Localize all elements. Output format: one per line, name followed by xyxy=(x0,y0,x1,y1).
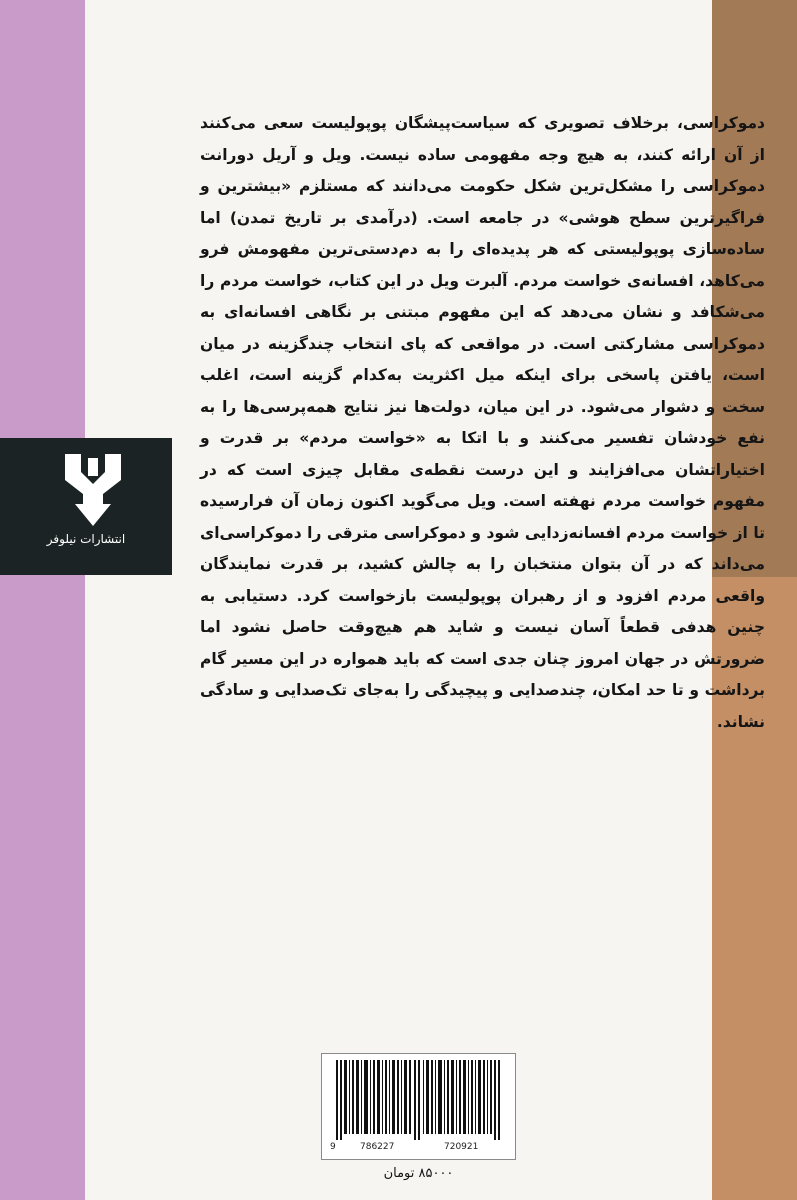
barcode-digits-mid: 786227 xyxy=(360,1142,395,1152)
barcode-bars xyxy=(328,1060,510,1140)
barcode-digits-right: 720921 xyxy=(444,1142,479,1152)
barcode-digit-left: 9 xyxy=(330,1142,336,1152)
left-color-strip xyxy=(0,0,85,1200)
isbn-barcode xyxy=(321,1053,516,1160)
nilufar-flower-logo-icon xyxy=(63,452,123,528)
book-price: ۸۵۰۰۰ تومان xyxy=(383,1166,454,1181)
publisher-name: انتشارات نیلوفر xyxy=(46,532,126,546)
back-cover-description: دموکراسی، برخلاف تصویری که سیاست‌پیشگان پوپولیست سعی می‌کنند از آن ارائه کنند، به هیچ وجه مفهومی ساده نیست. ویل و آریل دورانت دموکراسی را مشکل‌ترین شکل حکومت می‌دانند که مستلزم «بیشترین و فراگیرترین سطح هوشی» در جامعه است. (درآمدی بر تاریخ تمدن) اما ساده‌سازی پوپولیستی که هر پدیده‌ای را به دم‌دستی‌ترین مفهومش فرو می‌کاهد، افسانه‌ی خواست مردم. آلبرت ویل در این کتاب، خواست مردم را می‌شکافد و نشان می‌دهد که این مفهوم مبتنی بر نگاهی افسانه‌ای به دموکراسی مشارکتی است. در مواقعی که پای انتخاب چندگزینه در میان است، یافتن پاسخی برای اینکه میل اکثریت به‌کدام گزینه است، اغلب سخت و دشوار می‌شود. در این میان، دولت‌ها نیز نتایج همه‌پرسی‌ها را به نفع خودشان تفسیر می‌کنند و با اتکا به «خواست مردم» بر قدرت و اختیاراتشان می‌افزایند و این درست نقطه‌ی مقابل چیزی است که در مفهوم خواست مردم نهفته است. ویل می‌گوید اکنون زمان آن فرارسیده تا از خواست مردم افسانه‌زدایی شود و دموکراسی مترقی را دموکراسی‌ای می‌داند که در آن بتوان منتخبان را به چالش کشید، بر قدرت نمایندگان واقعی مردم افزود و از رهبران پوپولیست بازخواست کرد. دستیابی به چنین هدفی قطعاً آسان نیست و شاید هم هیچ‌وقت حاصل نشود اما ضرورتش در جهان امروز چنان جدی است که باید همواره در این مسیر گام برداشت و تا حد امکان، چندصدایی و پیچیدگی را به‌جای تک‌صدایی و سادگی نشاند. xyxy=(200,114,765,731)
